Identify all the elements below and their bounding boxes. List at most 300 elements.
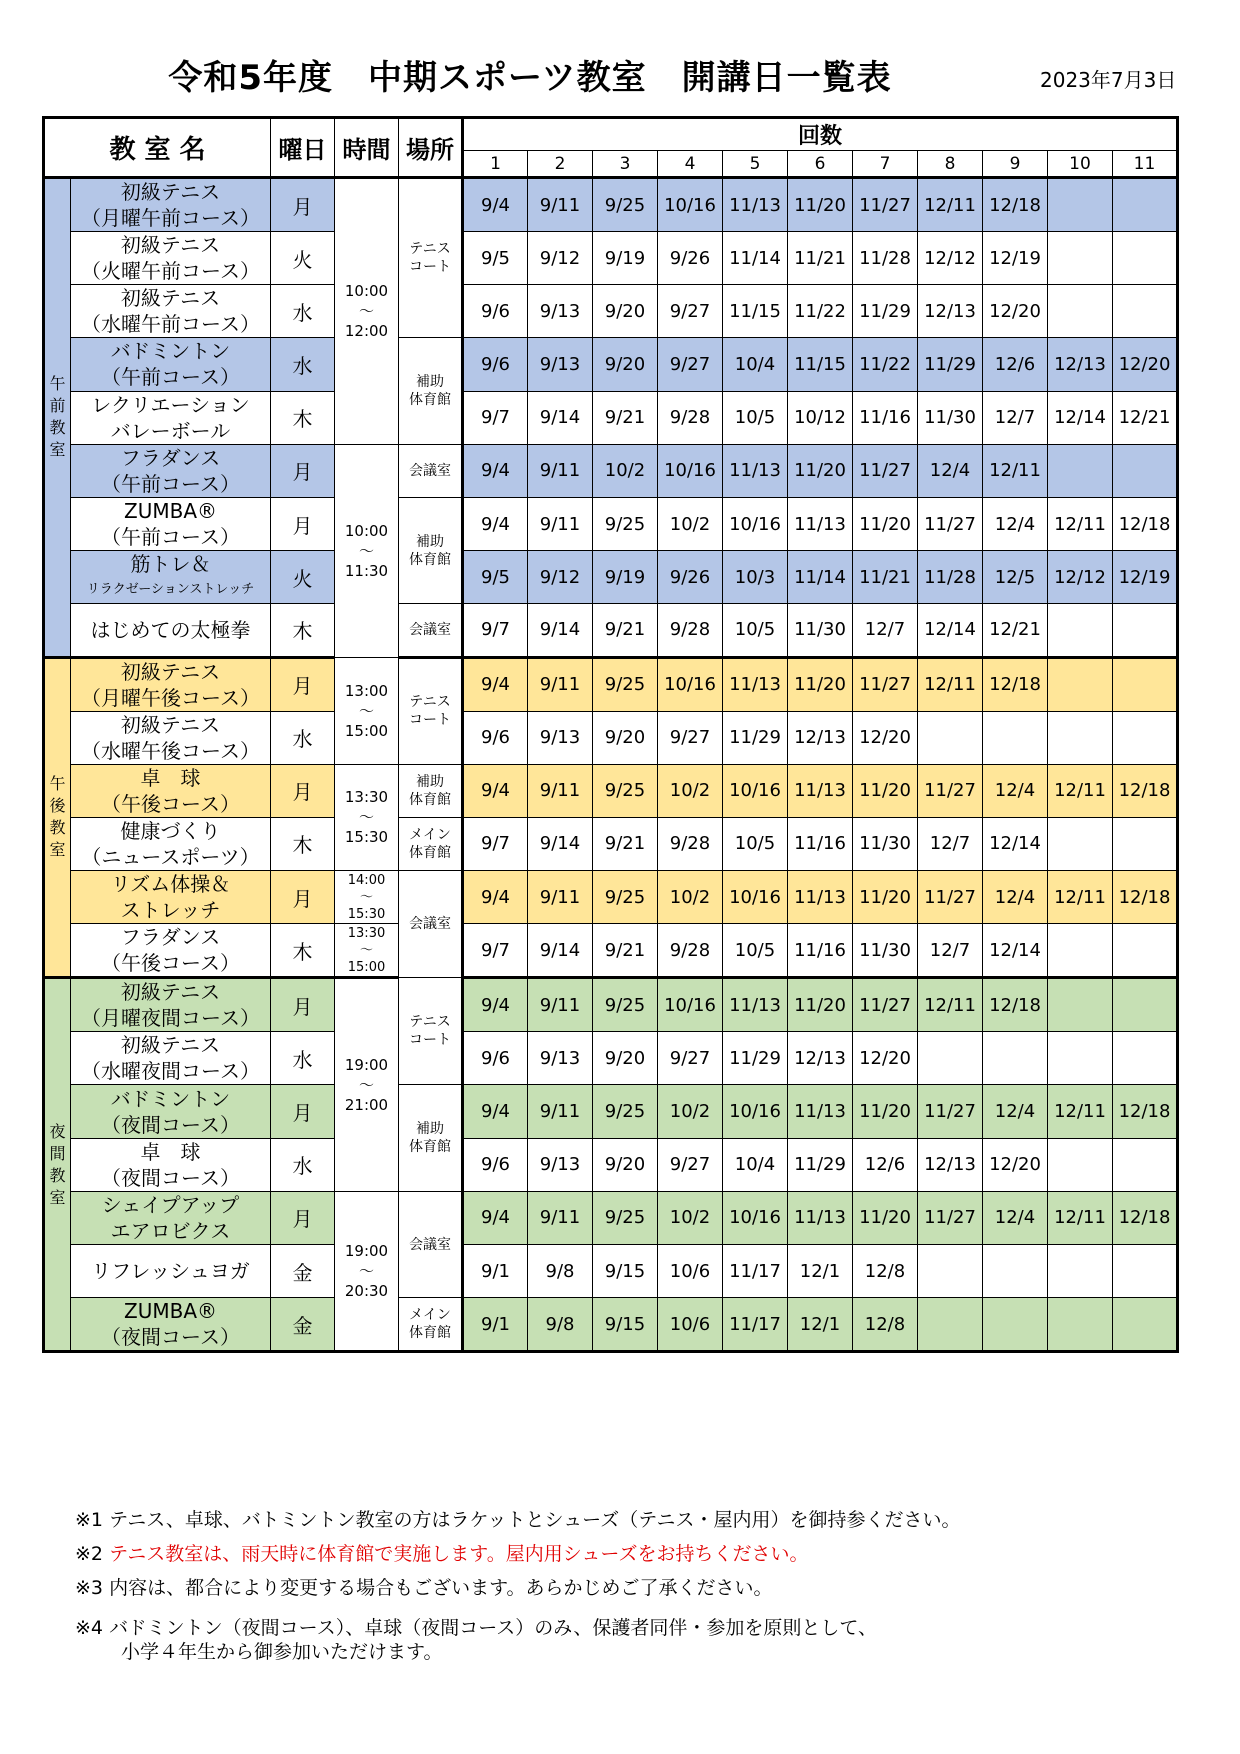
- session-date: 12/4: [983, 871, 1048, 924]
- venue: メイン 体育館: [399, 817, 463, 870]
- header-num-10: 10: [1048, 151, 1113, 178]
- table-row: [44, 285, 1178, 338]
- venue: 補助 体育館: [399, 764, 463, 817]
- table-row: [44, 1138, 1178, 1191]
- session-date: 12/4: [918, 444, 983, 497]
- session-date: 9/12: [528, 232, 593, 285]
- session-date: 12/4: [983, 764, 1048, 817]
- table-row: [44, 978, 1178, 1032]
- session-date: 11/30: [853, 817, 918, 870]
- session-date: 11/28: [853, 232, 918, 285]
- table-row: [44, 1298, 1178, 1352]
- session-date: [1048, 285, 1113, 338]
- time-slot: 13:30 ～ 15:30: [335, 764, 399, 870]
- session-date: 11/29: [723, 1032, 788, 1085]
- session-date: [1113, 285, 1178, 338]
- session-date: 9/14: [528, 924, 593, 978]
- weekday: 火: [271, 232, 335, 285]
- session-date: 10/3: [723, 551, 788, 604]
- session-date: 11/17: [723, 1245, 788, 1298]
- table-row: [44, 338, 1178, 391]
- session-date: 10/2: [658, 871, 723, 924]
- session-date: [1048, 232, 1113, 285]
- session-date: [1113, 657, 1178, 711]
- session-date: 12/12: [1048, 551, 1113, 604]
- venue: 会議室: [399, 871, 463, 978]
- session-date: 9/14: [528, 604, 593, 657]
- session-date: 11/20: [853, 764, 918, 817]
- table-row: [44, 178, 1178, 232]
- session-date: 10/16: [723, 497, 788, 550]
- session-date: 12/18: [983, 978, 1048, 1032]
- note-2: ※2 テニス教室は、雨天時に体育館で実施します。屋内用シューズをお持ちください。: [75, 1543, 809, 1565]
- session-date: 11/15: [788, 338, 853, 391]
- session-date: 12/21: [1113, 391, 1178, 444]
- session-date: 11/30: [918, 391, 983, 444]
- session-date: 11/27: [853, 444, 918, 497]
- session-date: 9/25: [593, 1191, 658, 1244]
- session-date: 11/15: [723, 285, 788, 338]
- session-date: 12/13: [918, 1138, 983, 1191]
- session-date: [1048, 444, 1113, 497]
- session-date: 11/20: [788, 657, 853, 711]
- session-date: 10/4: [723, 338, 788, 391]
- session-date: 12/18: [1113, 764, 1178, 817]
- session-date: 9/13: [528, 285, 593, 338]
- session-date: 11/16: [788, 924, 853, 978]
- class-name: リフレッシュヨガ: [71, 1245, 271, 1298]
- table-row: [44, 391, 1178, 444]
- session-date: 11/13: [788, 764, 853, 817]
- session-date: 9/25: [593, 657, 658, 711]
- session-date: 9/28: [658, 391, 723, 444]
- session-date: 11/13: [723, 657, 788, 711]
- class-name: はじめての太極拳: [71, 604, 271, 657]
- class-name: フラダンス （午前コース）: [71, 444, 271, 497]
- session-date: 12/11: [1048, 764, 1113, 817]
- session-date: 11/30: [853, 924, 918, 978]
- session-date: 9/13: [528, 1032, 593, 1085]
- session-date: [918, 1245, 983, 1298]
- session-date: 12/14: [983, 924, 1048, 978]
- session-date: 9/25: [593, 764, 658, 817]
- session-date: 9/11: [528, 497, 593, 550]
- session-date: 12/18: [983, 178, 1048, 232]
- session-date: [1048, 178, 1113, 232]
- session-date: 9/6: [463, 711, 528, 764]
- class-name: バドミントン （夜間コース）: [71, 1085, 271, 1138]
- venue: 補助 体育館: [399, 338, 463, 444]
- session-date: 11/13: [788, 1085, 853, 1138]
- session-date: 9/20: [593, 711, 658, 764]
- session-date: 11/20: [788, 444, 853, 497]
- venue: テニス コート: [399, 657, 463, 764]
- session-date: 9/19: [593, 551, 658, 604]
- session-date: 12/20: [983, 285, 1048, 338]
- venue: 補助 体育館: [399, 497, 463, 603]
- note-4: ※4 バドミントン（夜間コース）、卓球（夜間コース）のみ、保護者同伴・参加を原則として、 小学４年生から御参加いただけます。: [75, 1617, 878, 1663]
- weekday: 金: [271, 1298, 335, 1352]
- session-date: 9/4: [463, 1085, 528, 1138]
- table-row: [44, 657, 1178, 711]
- session-date: 12/13: [918, 285, 983, 338]
- session-date: 11/13: [723, 178, 788, 232]
- weekday: 水: [271, 285, 335, 338]
- session-date: 10/16: [723, 1085, 788, 1138]
- session-date: 9/1: [463, 1298, 528, 1352]
- venue: テニス コート: [399, 178, 463, 338]
- session-date: [1113, 1298, 1178, 1352]
- issue-date: 2023年7月3日: [1040, 68, 1177, 92]
- session-date: 12/18: [1113, 1085, 1178, 1138]
- session-date: 11/29: [853, 285, 918, 338]
- session-date: 9/6: [463, 1138, 528, 1191]
- session-date: 12/7: [853, 604, 918, 657]
- header-num-2: 2: [528, 151, 593, 178]
- session-date: [1113, 1032, 1178, 1085]
- session-date: 9/27: [658, 1032, 723, 1085]
- time-slot: 14:00 ～ 15:30: [335, 871, 399, 924]
- session-date: 12/7: [918, 924, 983, 978]
- session-date: 9/25: [593, 178, 658, 232]
- session-date: 9/7: [463, 604, 528, 657]
- session-date: 12/7: [918, 817, 983, 870]
- session-date: 12/18: [983, 657, 1048, 711]
- session-date: 11/29: [788, 1138, 853, 1191]
- session-date: 9/7: [463, 924, 528, 978]
- session-date: 12/11: [1048, 1085, 1113, 1138]
- session-date: [983, 1245, 1048, 1298]
- session-date: 9/20: [593, 1032, 658, 1085]
- session-date: 9/11: [528, 871, 593, 924]
- session-date: [1113, 711, 1178, 764]
- venue: 会議室: [399, 604, 463, 657]
- class-name: 初級テニス （月曜午前コース）: [71, 178, 271, 232]
- session-date: 9/1: [463, 1245, 528, 1298]
- session-date: 9/13: [528, 338, 593, 391]
- session-date: 9/14: [528, 391, 593, 444]
- session-date: [983, 711, 1048, 764]
- session-date: [1113, 1138, 1178, 1191]
- session-date: [1113, 1245, 1178, 1298]
- session-date: 11/29: [723, 711, 788, 764]
- header-num-5: 5: [723, 151, 788, 178]
- session-date: 10/16: [723, 871, 788, 924]
- session-date: 9/11: [528, 1085, 593, 1138]
- time-slot: 13:30 ～ 15:00: [335, 924, 399, 978]
- session-date: 9/25: [593, 497, 658, 550]
- session-date: 12/14: [1048, 391, 1113, 444]
- session-date: 12/13: [788, 1032, 853, 1085]
- weekday: 水: [271, 711, 335, 764]
- session-date: 11/27: [853, 178, 918, 232]
- session-date: 12/1: [788, 1245, 853, 1298]
- session-date: [1113, 444, 1178, 497]
- header-num-7: 7: [853, 151, 918, 178]
- session-date: 12/7: [983, 391, 1048, 444]
- session-date: 12/19: [1113, 551, 1178, 604]
- session-date: [918, 711, 983, 764]
- session-date: 9/7: [463, 391, 528, 444]
- session-date: 10/5: [723, 604, 788, 657]
- session-date: 9/6: [463, 285, 528, 338]
- session-date: 12/11: [1048, 497, 1113, 550]
- session-date: 10/16: [658, 978, 723, 1032]
- session-date: 12/4: [983, 1085, 1048, 1138]
- session-date: [918, 1032, 983, 1085]
- session-date: 11/27: [918, 497, 983, 550]
- session-date: 10/2: [593, 444, 658, 497]
- time-slot: 10:00 ～ 12:00: [335, 178, 399, 445]
- session-date: 11/22: [853, 338, 918, 391]
- session-date: [1048, 1298, 1113, 1352]
- session-date: 11/13: [723, 978, 788, 1032]
- session-date: 11/13: [788, 497, 853, 550]
- session-date: 9/21: [593, 817, 658, 870]
- table-row: [44, 817, 1178, 870]
- session-date: 9/5: [463, 551, 528, 604]
- time-slot: 10:00 ～ 11:30: [335, 444, 399, 657]
- session-date: [1048, 978, 1113, 1032]
- table-row: [44, 1032, 1178, 1085]
- session-date: 10/16: [658, 657, 723, 711]
- class-name: 初級テニス （水曜午後コース）: [71, 711, 271, 764]
- class-name: フラダンス （午後コース）: [71, 924, 271, 978]
- session-date: 9/27: [658, 338, 723, 391]
- session-date: 9/11: [528, 657, 593, 711]
- session-date: 12/13: [1048, 338, 1113, 391]
- session-date: 12/11: [1048, 871, 1113, 924]
- session-date: 10/16: [658, 178, 723, 232]
- session-date: 9/25: [593, 978, 658, 1032]
- header-time: 時間: [335, 118, 399, 178]
- session-date: 9/4: [463, 657, 528, 711]
- session-date: 9/4: [463, 1191, 528, 1244]
- header-num-8: 8: [918, 151, 983, 178]
- session-date: 9/5: [463, 232, 528, 285]
- session-date: 12/20: [983, 1138, 1048, 1191]
- session-date: [1048, 1245, 1113, 1298]
- header-name: 教 室 名: [44, 118, 271, 178]
- session-date: 9/11: [528, 178, 593, 232]
- weekday: 月: [271, 657, 335, 711]
- session-date: 9/20: [593, 285, 658, 338]
- weekday: 水: [271, 1138, 335, 1191]
- class-name: 初級テニス （火曜午前コース）: [71, 232, 271, 285]
- time-slot: 13:00 ～ 15:00: [335, 657, 399, 764]
- session-date: 9/13: [528, 711, 593, 764]
- session-date: [1048, 657, 1113, 711]
- session-date: 11/21: [788, 232, 853, 285]
- session-date: [1048, 1138, 1113, 1191]
- section-label-pm: 午 後 教 室: [44, 657, 71, 978]
- header-num-11: 11: [1113, 151, 1178, 178]
- session-date: 12/11: [918, 178, 983, 232]
- session-date: 10/6: [658, 1298, 723, 1352]
- table-row: [44, 444, 1178, 497]
- session-date: 9/28: [658, 817, 723, 870]
- venue: 会議室: [399, 444, 463, 497]
- table-row: [44, 1191, 1178, 1244]
- section-label-am: 午 前 教 室: [44, 178, 71, 658]
- session-date: 12/18: [1113, 497, 1178, 550]
- class-name: 初級テニス （水曜夜間コース）: [71, 1032, 271, 1085]
- session-date: 10/5: [723, 817, 788, 870]
- session-date: 9/11: [528, 764, 593, 817]
- session-date: 9/12: [528, 551, 593, 604]
- session-date: 9/20: [593, 1138, 658, 1191]
- session-date: 9/28: [658, 604, 723, 657]
- session-date: 12/18: [1113, 871, 1178, 924]
- weekday: 月: [271, 444, 335, 497]
- session-date: 9/4: [463, 871, 528, 924]
- session-date: 11/22: [788, 285, 853, 338]
- session-date: 10/16: [723, 764, 788, 817]
- header-place: 場所: [399, 118, 463, 178]
- table-row: [44, 497, 1178, 550]
- session-date: [1048, 711, 1113, 764]
- session-date: 9/20: [593, 338, 658, 391]
- venue: メイン 体育館: [399, 1298, 463, 1352]
- session-date: 10/2: [658, 1085, 723, 1138]
- session-date: 9/4: [463, 497, 528, 550]
- note-1: ※1 テニス、卓球、バトミントン教室の方はラケットとシューズ（テニス・屋内用）を御持参ください。: [75, 1509, 961, 1531]
- section-label-night: 夜 間 教 室: [44, 978, 71, 1352]
- weekday: 金: [271, 1245, 335, 1298]
- session-date: 11/27: [918, 1085, 983, 1138]
- session-date: 9/21: [593, 604, 658, 657]
- session-date: 12/13: [788, 711, 853, 764]
- session-date: 12/11: [983, 444, 1048, 497]
- session-date: 10/6: [658, 1245, 723, 1298]
- session-date: [1048, 604, 1113, 657]
- session-date: 9/25: [593, 1085, 658, 1138]
- weekday: 木: [271, 817, 335, 870]
- session-date: 10/16: [723, 1191, 788, 1244]
- session-date: 12/19: [983, 232, 1048, 285]
- session-date: 9/11: [528, 1191, 593, 1244]
- venue: テニス コート: [399, 978, 463, 1085]
- session-date: 9/6: [463, 1032, 528, 1085]
- session-date: [1113, 604, 1178, 657]
- session-date: 9/21: [593, 924, 658, 978]
- session-date: 9/4: [463, 178, 528, 232]
- class-name: バドミントン （午前コース）: [71, 338, 271, 391]
- notes: [75, 1508, 960, 1674]
- weekday: 月: [271, 871, 335, 924]
- session-date: 11/13: [788, 871, 853, 924]
- weekday: 火: [271, 551, 335, 604]
- session-date: 10/12: [788, 391, 853, 444]
- table-row: [44, 924, 1178, 978]
- session-date: 11/17: [723, 1298, 788, 1352]
- table-row: [44, 1245, 1178, 1298]
- session-date: 12/8: [853, 1245, 918, 1298]
- header-num-6: 6: [788, 151, 853, 178]
- class-name: 卓 球 （午後コース）: [71, 764, 271, 817]
- session-date: 12/21: [983, 604, 1048, 657]
- header-count: 回数: [463, 118, 1178, 151]
- session-date: [1048, 1032, 1113, 1085]
- weekday: 水: [271, 338, 335, 391]
- session-date: 12/4: [983, 497, 1048, 550]
- session-date: 9/19: [593, 232, 658, 285]
- session-date: 12/11: [918, 978, 983, 1032]
- session-date: 11/16: [853, 391, 918, 444]
- session-date: 12/20: [853, 711, 918, 764]
- session-date: 11/29: [918, 338, 983, 391]
- weekday: 水: [271, 1032, 335, 1085]
- session-date: 9/6: [463, 338, 528, 391]
- class-name: ZUMBA® （午前コース）: [71, 497, 271, 550]
- weekday: 月: [271, 1085, 335, 1138]
- session-date: 9/27: [658, 1138, 723, 1191]
- weekday: 木: [271, 604, 335, 657]
- session-date: 10/2: [658, 764, 723, 817]
- weekday: 月: [271, 1191, 335, 1244]
- header-num-3: 3: [593, 151, 658, 178]
- weekday: 月: [271, 497, 335, 550]
- class-name: 筋トレ＆ リラクゼーションストレッチ: [71, 551, 271, 604]
- session-date: 10/5: [723, 391, 788, 444]
- session-date: 11/14: [788, 551, 853, 604]
- session-date: 11/20: [853, 497, 918, 550]
- session-date: 10/16: [658, 444, 723, 497]
- session-date: 11/27: [918, 871, 983, 924]
- table-row: [44, 871, 1178, 924]
- session-date: 9/27: [658, 711, 723, 764]
- session-date: [1113, 817, 1178, 870]
- header-num-4: 4: [658, 151, 723, 178]
- session-date: 12/12: [918, 232, 983, 285]
- session-date: 12/11: [918, 657, 983, 711]
- session-date: 9/8: [528, 1245, 593, 1298]
- session-date: 9/11: [528, 444, 593, 497]
- session-date: 11/28: [918, 551, 983, 604]
- session-date: 12/14: [983, 817, 1048, 870]
- weekday: 月: [271, 764, 335, 817]
- weekday: 月: [271, 178, 335, 232]
- session-date: 9/14: [528, 817, 593, 870]
- time-slot: 19:00 ～ 20:30: [335, 1191, 399, 1351]
- class-name: シェイプアップ エアロビクス: [71, 1191, 271, 1244]
- session-date: 12/20: [1113, 338, 1178, 391]
- session-date: 9/4: [463, 978, 528, 1032]
- session-date: 10/4: [723, 1138, 788, 1191]
- session-date: 11/20: [788, 178, 853, 232]
- session-date: 9/4: [463, 444, 528, 497]
- table-row: [44, 551, 1178, 604]
- session-date: 12/6: [983, 338, 1048, 391]
- session-date: 9/21: [593, 391, 658, 444]
- session-date: 12/1: [788, 1298, 853, 1352]
- session-date: 9/7: [463, 817, 528, 870]
- session-date: 12/18: [1113, 1191, 1178, 1244]
- session-date: 9/15: [593, 1245, 658, 1298]
- session-date: 11/27: [853, 657, 918, 711]
- session-date: [983, 1298, 1048, 1352]
- session-date: [1113, 924, 1178, 978]
- class-name: 健康づくり （ニュースポーツ）: [71, 817, 271, 870]
- session-date: 12/6: [853, 1138, 918, 1191]
- weekday: 月: [271, 978, 335, 1032]
- session-date: 9/27: [658, 285, 723, 338]
- weekday: 木: [271, 391, 335, 444]
- session-date: [1048, 924, 1113, 978]
- class-name: レクリエーション バレーボール: [71, 391, 271, 444]
- schedule-table: [42, 116, 1179, 1353]
- session-date: 10/5: [723, 924, 788, 978]
